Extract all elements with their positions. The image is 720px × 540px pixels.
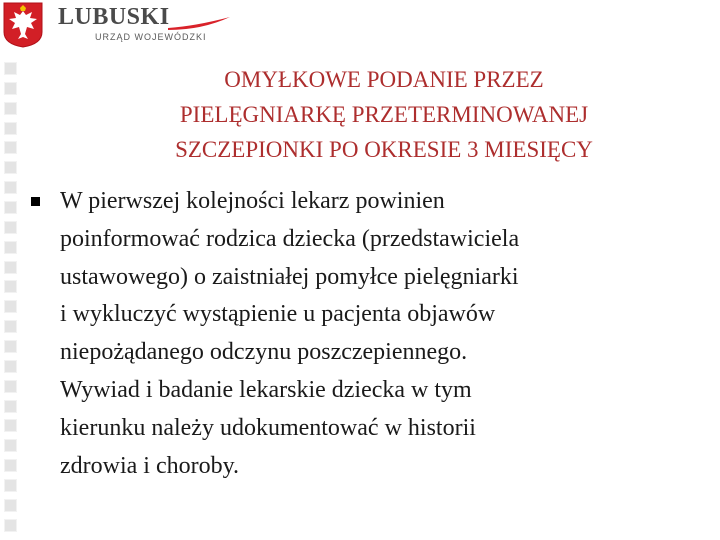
decorative-square [4, 161, 17, 174]
decorative-square [4, 261, 17, 274]
decorative-square [4, 380, 17, 393]
bullet-line: poinformować rodzica dziecka (przedstawiciela [60, 225, 520, 252]
decorative-square-strip [4, 62, 20, 532]
decorative-square [4, 320, 17, 333]
decorative-square [4, 141, 17, 154]
decorative-square [4, 419, 17, 432]
bullet-line: zdrowia i choroby. [60, 452, 240, 479]
bullet-line: Wywiad i badanie lekarskie dziecka w tym [60, 376, 472, 403]
decorative-square [4, 479, 17, 492]
decorative-square [4, 102, 17, 115]
decorative-square [4, 439, 17, 452]
decorative-square [4, 360, 17, 373]
swoosh-icon [166, 14, 232, 32]
slide-title [74, 62, 694, 167]
decorative-square [4, 241, 17, 254]
decorative-square [4, 519, 17, 532]
decorative-square [4, 122, 17, 135]
decorative-square [4, 300, 17, 313]
bullet-item [60, 183, 700, 485]
decorative-square [4, 201, 17, 214]
bullet-line: i wykluczyć wystąpienie u pacjenta objawów [60, 301, 496, 328]
decorative-square [4, 340, 17, 353]
polish-eagle-emblem-icon [3, 2, 43, 48]
bullet-line: W pierwszej kolejności lekarz powinien [60, 188, 445, 214]
decorative-square [4, 280, 17, 293]
title-line: SZCZEPIONKI PO OKRESIE 3 MIESIĘCY [175, 137, 593, 162]
square-bullet-icon [31, 197, 40, 206]
bullet-line: ustawowego) o zaistniałej pomyłce pielęgniarki [60, 263, 519, 290]
title-line: OMYŁKOWE PODANIE PRZEZ [224, 67, 544, 92]
bullet-line: kierunku należy udokumentować w historii [60, 414, 476, 441]
decorative-square [4, 221, 17, 234]
decorative-square [4, 181, 17, 194]
header-logo [0, 0, 260, 56]
decorative-square [4, 459, 17, 472]
decorative-square [4, 499, 17, 512]
decorative-square [4, 62, 17, 75]
decorative-square [4, 400, 17, 413]
decorative-square [4, 82, 17, 95]
title-line: PIELĘGNIARKĘ PRZETERMINOWANEJ [179, 102, 589, 127]
bullet-line: niepożądanego odczynu poszczepiennego. [60, 339, 468, 366]
brand-subtitle: URZĄD WOJEWÓDZKI [95, 32, 207, 42]
brand-name: LUBUSKI [58, 4, 170, 30]
